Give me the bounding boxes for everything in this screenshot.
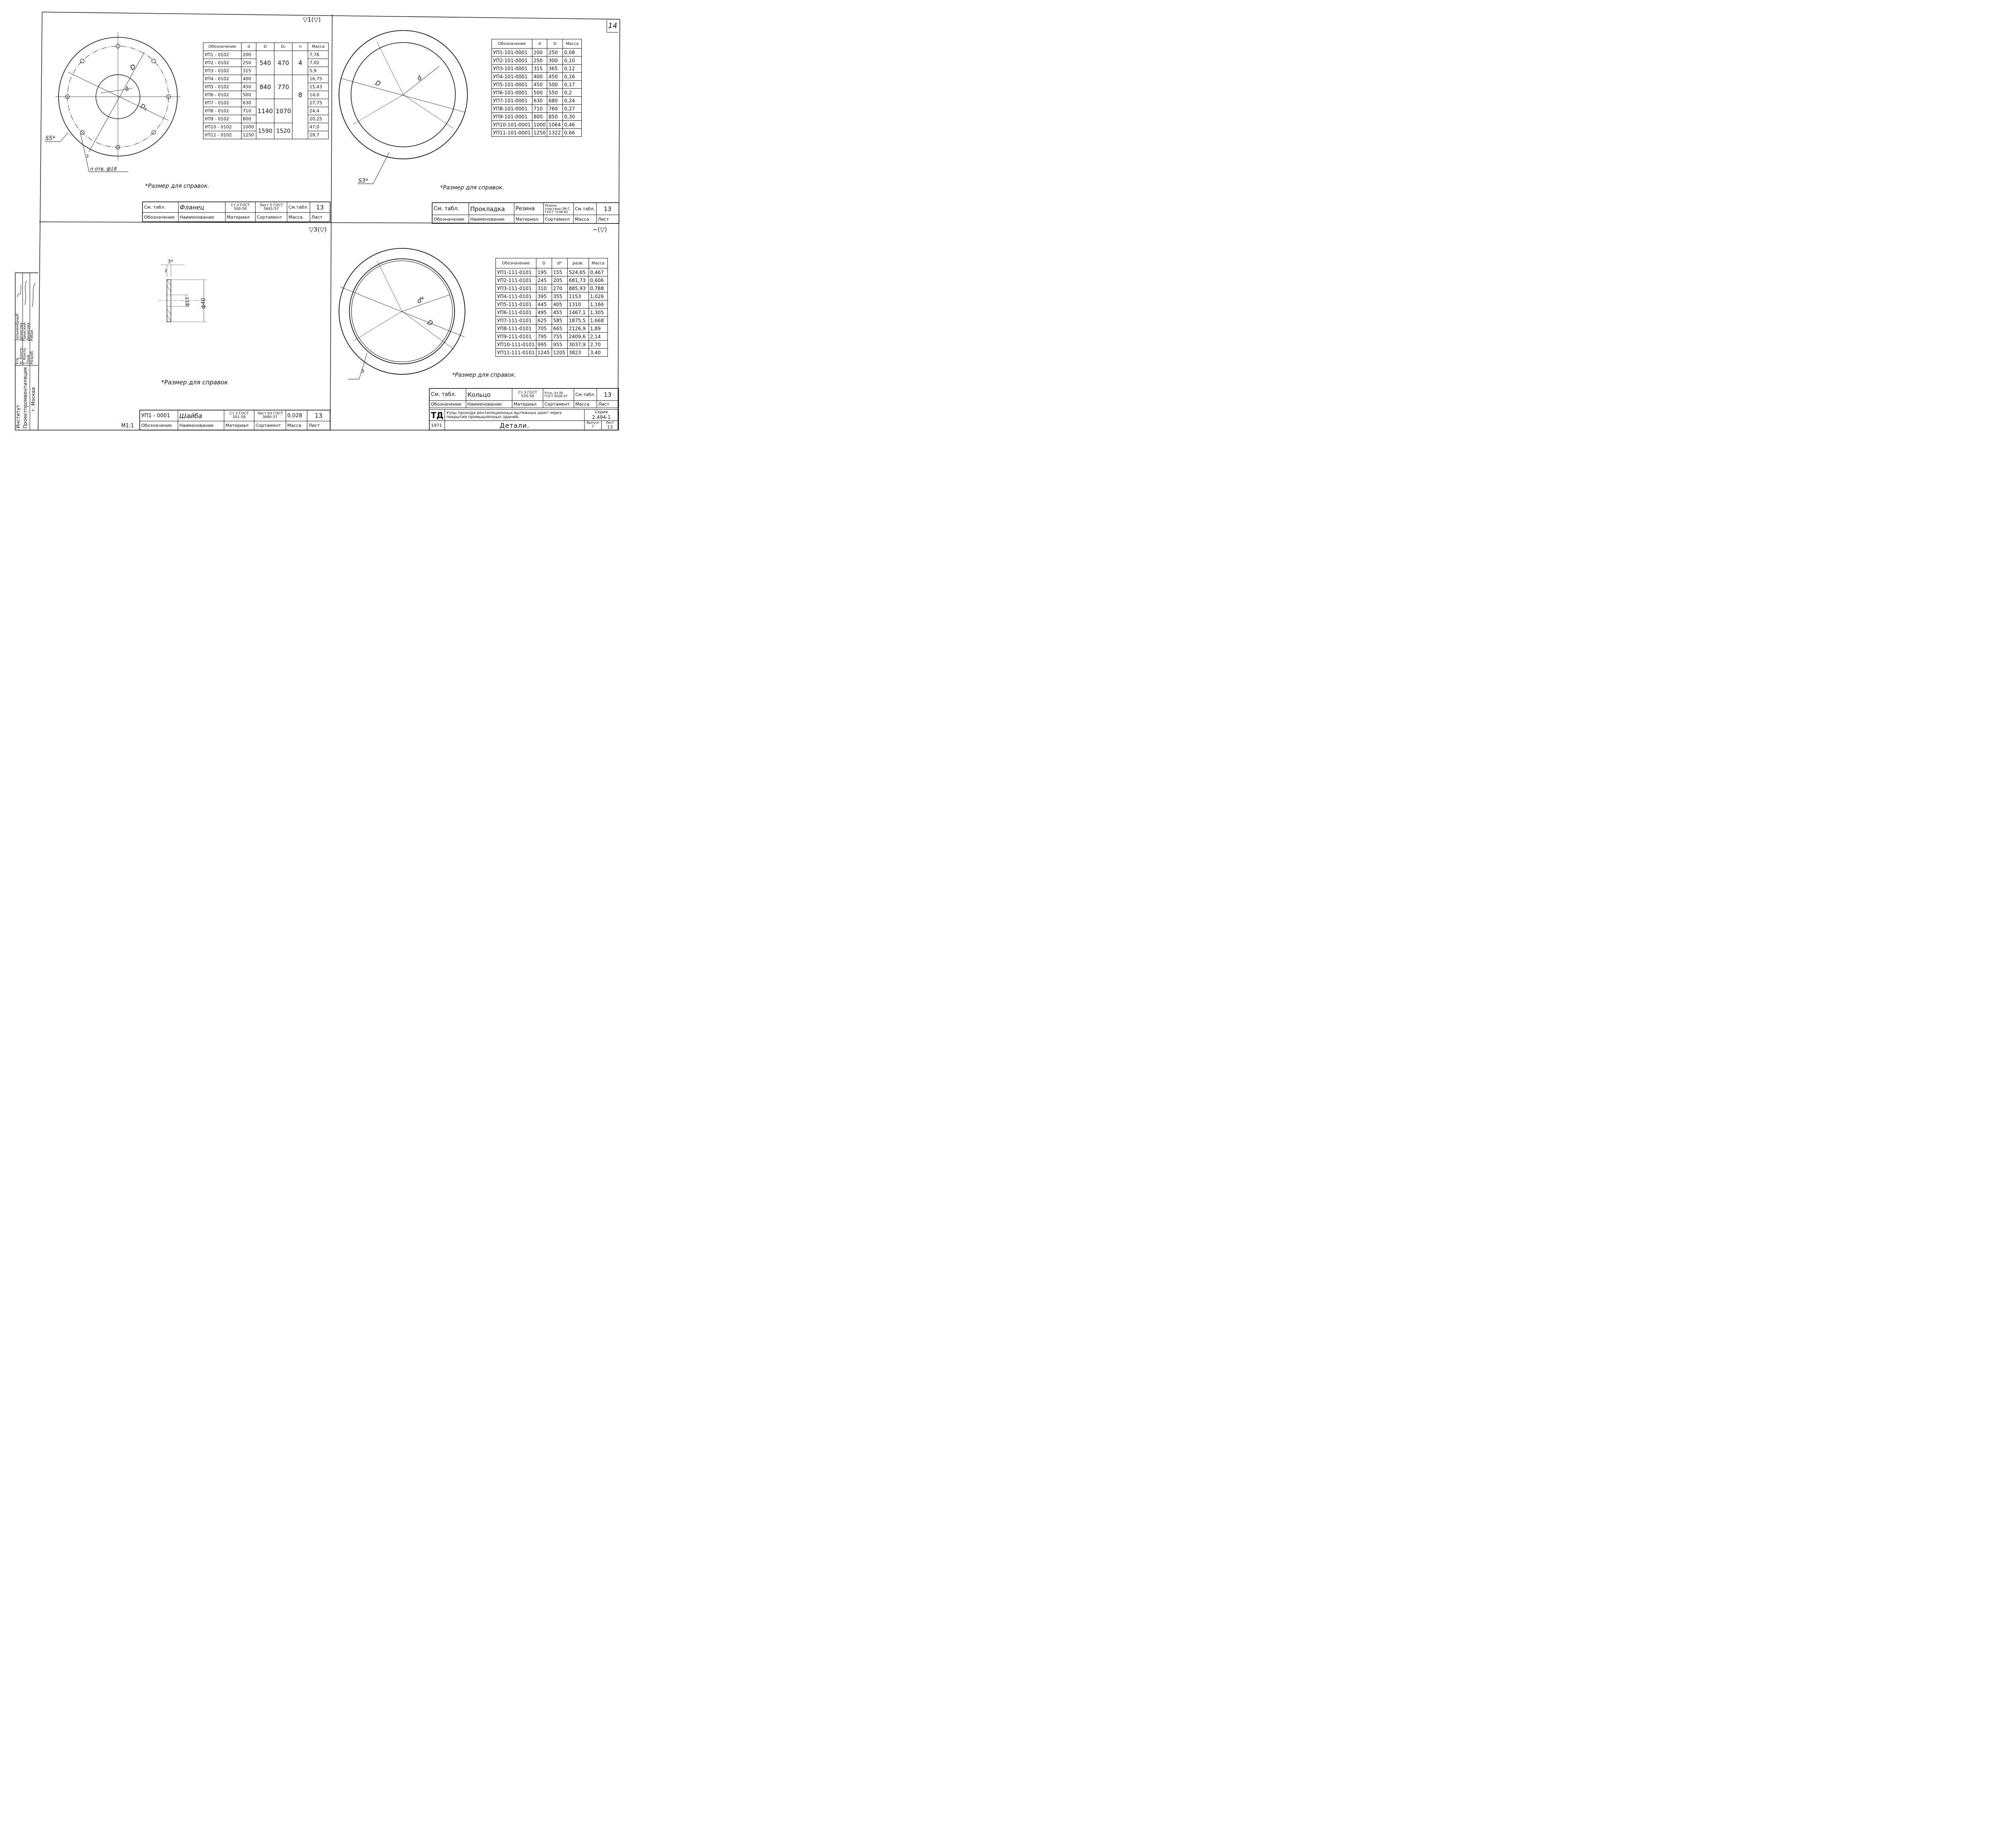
- gasket-note: *Размер для справок.: [440, 185, 504, 191]
- flange-th-n: n: [292, 43, 308, 51]
- flange-th-designation: Обозначение: [203, 43, 242, 51]
- table-row: УП5 - 0102 450 15,43: [203, 83, 329, 91]
- table-row: УП7 - 0102 630 1140 1070 27,75: [203, 99, 329, 107]
- table-row: УП6-101-0001 500 550 0,2: [492, 89, 582, 97]
- stamp-block: [15, 273, 38, 430]
- flange-label-D: D: [128, 63, 137, 72]
- ring-roughness: ~(▽): [593, 226, 607, 233]
- stamp-role: Н. Контр.: [19, 346, 23, 364]
- flange-titleblock: См. табл. Фланец Ст.3 ГОСТ 500-58 Лист 5 ГОСТ 5681-57 См.табл. 13 Обозначение Наименование Материал Сортамент Масса Лист: [142, 202, 330, 222]
- sheet-number-box: [607, 20, 618, 32]
- table-row: УП11 - 0102 1250 29,7: [203, 131, 329, 139]
- ring-label-D: D: [426, 318, 434, 327]
- washer-titleblock: УП1 - 0001 Шайба Ст.3 ГОСТ 501-58 Лист 83 ГОСТ 3680-57 0,028 13 Обозначение Наименование Материал Сортамент Масса Лист: [140, 410, 330, 430]
- ring-drawing: [339, 248, 465, 379]
- flange-label-d: d: [123, 85, 130, 93]
- washer-dim-inner: ф13: [185, 297, 190, 307]
- flange-label-thickness: S5*: [45, 135, 55, 142]
- gasket-drawing: [339, 30, 467, 184]
- table-row: УП10-101-0001 1000 1064 0,46: [492, 121, 582, 129]
- flange-th-D: D: [256, 43, 274, 51]
- flange-note: *Размер для справок.: [145, 183, 209, 189]
- stamp-name: Зильменбрауб: [16, 313, 20, 341]
- stamp-name: Денисова: [19, 323, 23, 341]
- table-row: УП2-111-0101 245 205 681,73 0,606: [496, 276, 608, 284]
- table-row: УП7-101-0001 630 680 0,24: [492, 97, 582, 105]
- washer-dim-outer: ф40: [201, 298, 207, 309]
- gasket-titleblock: См. табл. Прокладка Резина Резина пластина 3М-С ГОСТ 7338-65 См.табл. 13 Обозначение Наименование Материал Сортамент Масса Лист: [432, 203, 619, 223]
- stamp-role: Т. Контр.: [23, 347, 27, 364]
- table-row: УП3-111-0101 310 270 885,93 0,788: [496, 284, 608, 292]
- table-row: УП1 - 0102 200 540 470 4 7,76: [203, 51, 329, 59]
- table-row: УП9 - 0102 800 20,25: [203, 115, 329, 123]
- flange-label-D1: D₁: [139, 102, 149, 112]
- stamp-name: Денисова: [26, 323, 30, 341]
- gasket-label-d: d: [415, 73, 424, 83]
- table-row: УП1-101-0001 200 250 0,08: [492, 49, 582, 57]
- table-row: УП8-111-0101 705 665 2126,9 1,89: [496, 325, 608, 333]
- stamp-role: Разраб.: [30, 350, 34, 364]
- table-row: УП5-101-0001 450 500 0,17: [492, 81, 582, 89]
- gasket-label-thickness: S3*: [358, 178, 368, 184]
- frame-top: [42, 12, 620, 19]
- flange-th-d: d: [242, 43, 256, 51]
- table-row: УП4 - 0102 400 840 770 8 16,75: [203, 75, 329, 83]
- table-row: УП9-111-0101 795 755 2409,6 2,14: [496, 333, 608, 341]
- table-row: УП1-111-0101 195 155 524,65 0,467: [496, 268, 608, 276]
- main-title-block: ТД Узлы прохода вентиляционных вытяжных шахт через покрытия промышленных зданий. Серия 2.494-1 1971 Детали. Выпуск 1 Лист 13: [429, 409, 619, 430]
- table-row: УП10 - 0102 1000 1590 1520 47,0: [203, 123, 329, 131]
- main-title-description: Узлы прохода вентиляционных вытяжных шахт через покрытия промышленных зданий.: [445, 410, 585, 421]
- stamp-city: г. Москва: [30, 387, 36, 411]
- flange-th-mass: Масса: [308, 43, 329, 51]
- table-row: УП4-101-0001 400 450 0,16: [492, 73, 582, 81]
- stamp-signatures: [15, 273, 38, 317]
- table-row: УП5-111-0101 445 405 1310 1,166: [496, 301, 608, 309]
- table-row: УП9-101-0001 800 850 0,30: [492, 113, 582, 121]
- table-row: УП11-101-0001 1250 1322 0,66: [492, 129, 582, 137]
- table-row: УП6 - 0102 500 14,0: [203, 91, 329, 99]
- washer-scale: М1:1: [121, 423, 134, 429]
- ring-titleblock: См. табл. Кольцо Ст.3 ГОСТ 535-58 Угол. 4×30 ГОСТ 8509-57 См.табл. 13 Обозначение Наименование Материал Сортамент Масса Лист: [429, 388, 619, 408]
- flange-drawing: [45, 32, 181, 172]
- flange-th-D1: D₁: [274, 43, 292, 51]
- ring-table: Обозначение D d* разв. Масса УП1-111-0101 195 155 524,65 0,467 УП2-111-0101 245 205 681,73 0,606 УП3-111-0101 310 270 885,93 0,788 УП4-111-0101 395 355 1153 1,026 УП5-111-0101 445 405 1310 1,166 УП6-111-0101 495 455 1467,1 1,305 УП7-111-0101 625 585 1875,5 1,668 УП8-111-0101 705 665 2126,9 1,89 УП9-111-0101 795 755 2409,6 2,14 УП10-111-0101 995 955 3037,9 2,70 УП11-111-0101 1245 1205 3823 3,40: [495, 258, 608, 357]
- stamp-institute-name: Проектпромвентиляция: [22, 367, 28, 428]
- flange-table: [203, 43, 329, 139]
- frame-left: [38, 12, 42, 430]
- table-row: УП7-111-0101 625 585 1875,5 1,668: [496, 317, 608, 325]
- stamp-role: Пров.: [26, 353, 30, 364]
- washer-roughness: ▽3(▽): [309, 226, 327, 233]
- table-row: УП4-111-0101 395 355 1153 1,026: [496, 292, 608, 301]
- table-row: УП6-111-0101 495 455 1467,1 1,305: [496, 309, 608, 317]
- main-title: Детали.: [445, 421, 585, 430]
- stamp-institute-label: Институт: [15, 404, 21, 428]
- flange-label-weld: 3: [86, 154, 89, 159]
- gasket-label-D: D: [374, 79, 382, 88]
- flange-label-holes: n отв. ф18: [90, 166, 117, 172]
- washer-dim-chamfer: 2: [164, 269, 167, 273]
- table-row: УП10-111-0101 995 955 3037,9 2,70: [496, 341, 608, 349]
- table-row: УП8-101-0001 710 760 0,27: [492, 105, 582, 113]
- washer-drawing: [158, 265, 209, 322]
- table-row: УП3-101-0001 315 365 0,12: [492, 65, 582, 73]
- ring-label-d: d*: [416, 295, 426, 305]
- stamp-name: Рябая: [30, 330, 34, 341]
- washer-dim-thickness: 3*: [168, 259, 173, 264]
- stamp-name: Паниский: [23, 322, 27, 341]
- ring-note: *Размер для справок.: [452, 372, 516, 378]
- washer-note: *Размер для справок: [161, 379, 228, 386]
- divider-vertical: [330, 14, 332, 430]
- table-row: УП8 - 0102 710 24,4: [203, 107, 329, 115]
- stamp-role: Утв.: [16, 357, 20, 364]
- table-row: УП3 - 0102 315 5,9: [203, 67, 329, 75]
- ring-label-thickness: 3: [361, 368, 364, 374]
- table-row: УП2 - 0102 250 7,02: [203, 59, 329, 67]
- sheet-number: 14: [608, 22, 617, 30]
- table-row: УП11-111-0101 1245 1205 3823 3,40: [496, 349, 608, 357]
- gasket-table: Обозначение d D Масса УП1-101-0001 200 250 0,08 УП2-101-0001 250 300 0,10 УП3-101-0001 315 365 0,12 УП4-101-0001 400 450 0,16 УП5-101-0001 450 500 0,17 УП6-101-0001 500 550 0,2 УП7-101-0001 630 680 0,24 УП8-101-0001 710 760 0,27 УП9-101-0001 800 850 0,30 УП10-101-0001 1000 1064 0,46 УП11-101-0001 1250 1322 0,66: [491, 39, 582, 137]
- frame-right: [618, 19, 620, 430]
- table-row: УП2-101-0001 250 300 0,10: [492, 57, 582, 65]
- flange-roughness: ▽1(▽): [303, 16, 321, 23]
